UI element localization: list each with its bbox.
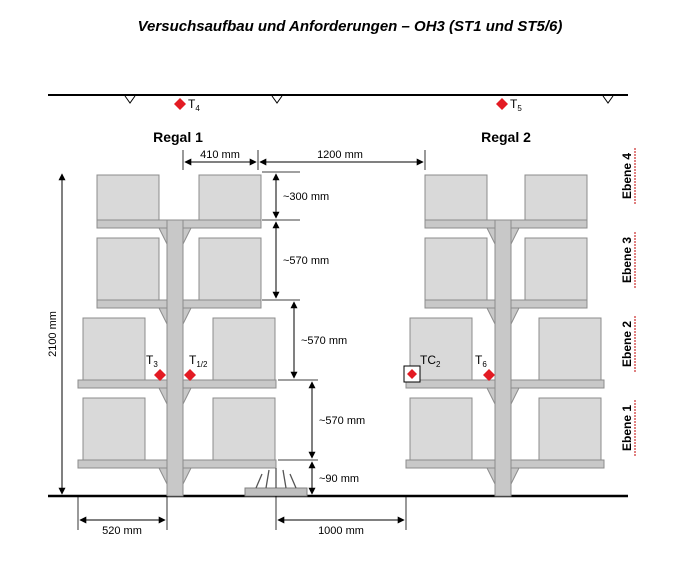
storage-box [213, 398, 275, 460]
sensor-label-t6: $T_6$ [475, 353, 487, 369]
sprinkler-icon [603, 96, 613, 103]
ignition-source [245, 468, 307, 496]
level-labels [620, 148, 635, 456]
sensor-label-t3: $T_3$ [146, 353, 158, 369]
label-570-lower: ~570 mm [319, 415, 366, 427]
storage-box [97, 238, 159, 300]
rack-column [495, 220, 511, 496]
label-300: ~300 mm [283, 191, 330, 203]
shelf-bracket [511, 228, 519, 244]
sensor-marker-icon [496, 98, 508, 110]
label-410: 410 mm [200, 149, 240, 161]
shelf-bracket [183, 308, 191, 324]
label-570-upper: ~570 mm [283, 255, 330, 267]
storage-box [213, 318, 275, 380]
storage-box [425, 238, 487, 300]
rack-1 [78, 175, 276, 496]
ceiling [48, 95, 628, 103]
storage-box [83, 398, 145, 460]
sprinkler-icon [272, 96, 282, 103]
shelf-bracket [183, 388, 191, 404]
shelf-bracket [183, 468, 191, 484]
sensor-marker-icon [174, 98, 186, 110]
storage-box [525, 238, 587, 300]
diagram-title: Versuchsaufbau und Anforderungen – OH3 (ST1 und ST5/6) [137, 18, 563, 35]
level-4-label: Ebene 4 [620, 152, 634, 200]
level-1-label: Ebene 1 [620, 404, 634, 452]
level-2-label: Ebene 2 [620, 320, 634, 368]
label-90: ~90 mm [319, 473, 360, 485]
rack-2 [406, 175, 604, 496]
shelf-bracket [511, 388, 519, 404]
storage-box [425, 175, 487, 220]
shelf-bracket [511, 468, 519, 484]
storage-box [97, 175, 159, 220]
storage-box [525, 175, 587, 220]
shelf-bracket [487, 468, 495, 484]
rack1-label: Regal 1 [153, 129, 203, 145]
label-1200: 1200 mm [317, 149, 363, 161]
shelf-bracket [159, 228, 167, 244]
sensor-label-t5: $T_5$ [510, 97, 522, 113]
ignition-tray [245, 488, 307, 496]
sprinkler-icon [125, 96, 135, 103]
shelf-bracket [487, 228, 495, 244]
sensor-label-tc2: $TC_2$ [420, 353, 441, 369]
sensor-marker-icon [154, 369, 166, 381]
rack-column [167, 220, 183, 496]
sensor-label-t12: $T_{1/2}$ [189, 353, 208, 369]
label-2100: 2100 mm [47, 311, 59, 357]
storage-box [199, 175, 261, 220]
shelf-bracket [159, 468, 167, 484]
shelf-bracket [487, 388, 495, 404]
sensor-marker-icon [184, 369, 196, 381]
storage-box [539, 398, 601, 460]
flame-icon [256, 468, 296, 488]
label-570-middle: ~570 mm [301, 335, 348, 347]
rack2-label: Regal 2 [481, 129, 531, 145]
shelf-bracket [159, 388, 167, 404]
sensor-marker-icon [483, 369, 495, 381]
sensor-label-t4: $T_4$ [188, 97, 200, 113]
storage-box [83, 318, 145, 380]
storage-box [539, 318, 601, 380]
shelf-bracket [183, 228, 191, 244]
shelf-bracket [511, 308, 519, 324]
shelf-bracket [159, 308, 167, 324]
storage-box [199, 238, 261, 300]
storage-box [410, 398, 472, 460]
level-3-label: Ebene 3 [620, 236, 634, 284]
shelf-bracket [487, 308, 495, 324]
label-1000: 1000 mm [318, 525, 364, 537]
label-520: 520 mm [102, 525, 142, 537]
